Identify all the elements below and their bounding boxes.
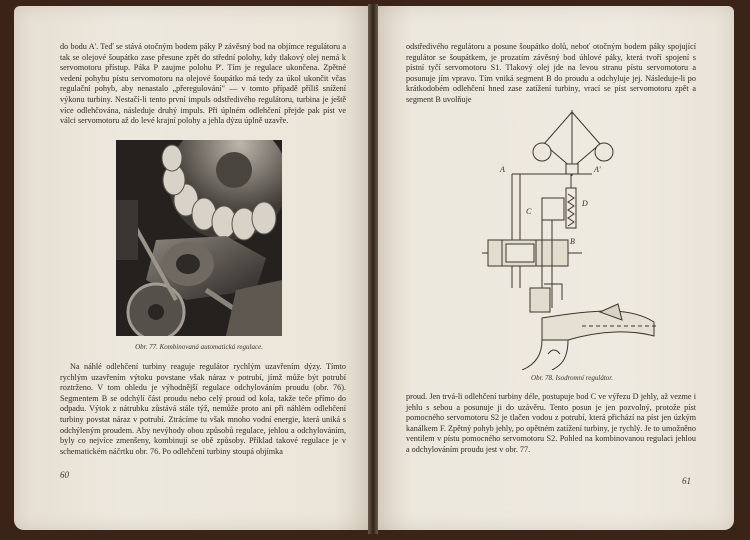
label-C: C xyxy=(526,207,532,216)
label-D: D xyxy=(582,199,588,208)
right-top-paragraph xyxy=(406,42,696,106)
right-top-text: odstředivého regulátoru a posune šoupátko dolů, neboť otočným bodem páky spojující regulátor se šoupátkem, je prozatím závěsný bod úhlové páky, která tvoří spojení s pístní tyčí servomotoru S1. Tlakový olej jde na levou stranu pístu servomotoru a posunuje jím vpravo. Tím vniká segment B do proudu a odchyluje jej. Následuje-li po krátkodobém odlehčení hned zase zatížení turbiny, vrací se píst servomotoru zpět a segment B uvolňuje xyxy=(406,42,696,104)
label-A-prime: A' xyxy=(594,165,601,174)
page-number-left: 60 xyxy=(60,470,69,480)
page-number-right: 61 xyxy=(682,476,691,486)
left-top-text: do bodu A'. Teď se stává otočným bodem páky P závěsný bod na objímce regulátoru a tak se olejové šoupátko zase přesune zpět do střední polohy, kdy tlakový olej nemá k servomotoru přístup. Páka P zaujme polohu P'. Tím je regulace ukončena. Zpětné vedení pohybu pístu servomotoru na olejové šoupátko má tedy za úkol ukončit včas regulační pohyb, aby nenastalo „přeregulování" — v tomto případě příliš snížení výkonu turbiny. Nestačí-li tento první impuls odstředivého regulátoru, turbina je ještě více odlehčována, následuje druhý impuls. Při úplném odlehčení přejde pak píst ve válci servomotoru až do levé krajní polohy a jehla dýzu úplně uzavře. xyxy=(60,42,346,126)
right-bottom-text: proud. Jen trvá-li odlehčení turbiny déle, postupuje bod C ve výřezu D jehly, až vezme i jehlu s sebou a posunuje ji do uzávěru. Tento posun je jen pozvolný, protože píst pomocného servomotoru S2 je tlačen vodou z potrubí, která přichází na píst jen úzkým kanálkem F. Zpětný pohyb jehly, po opětném zatížení turbiny, je rychlý. Je to umožněno ventilem v pístu pomocného servomotoru S2. Pohled na kombinovanou regulaci jehlou a odchylováním proudu jest v obr. 77. xyxy=(406,392,696,454)
left-bottom-text: Na náhlé odlehčení turbiny reaguje regulátor rychlým uzavřením dýzy. Tímto rychlým uzavřením výtoku povstane však náraz v potrubí, jímž může být potrubí roztrženo. V tom ohledu je výhodnější regulace odchylováním proudu (obr. 76). Segmentem B se odchýlí část proudu nebo celý proud od kola, takže teče přímo do odpadu. Výtok z nátrubku zůstává stále týž, nemůže proto ani při náhlém odlehčení turbiny povstat náraz v potrubí. Ztrácíme tu však mnoho vodní energie, která uniká s odchýleným proudem. Aby nevýhody obou způsobů regulace, jehlou a odchylováním, byly co nejvíce zmenšeny, kombinují se obě způsoby. Příklad takové regulace je v schematickém náčrtku obr. 76. Po odlehčení turbiny stoupá objímka xyxy=(60,362,346,456)
left-top-paragraph xyxy=(60,42,346,127)
turbine-photo-illustration xyxy=(116,140,282,336)
turbine-photo xyxy=(116,140,282,336)
figure-caption: Obr. 78. Isodromní regulátor. xyxy=(531,374,613,382)
book-gutter xyxy=(368,4,378,534)
isodromic-regulator-diagram xyxy=(482,108,662,370)
label-A: A xyxy=(500,165,505,174)
photo-caption: Obr. 77. Kombinovaná automatická regulace. xyxy=(135,343,263,351)
label-B: B xyxy=(570,237,575,246)
right-bottom-paragraph xyxy=(406,392,696,456)
left-bottom-paragraph xyxy=(60,362,346,457)
